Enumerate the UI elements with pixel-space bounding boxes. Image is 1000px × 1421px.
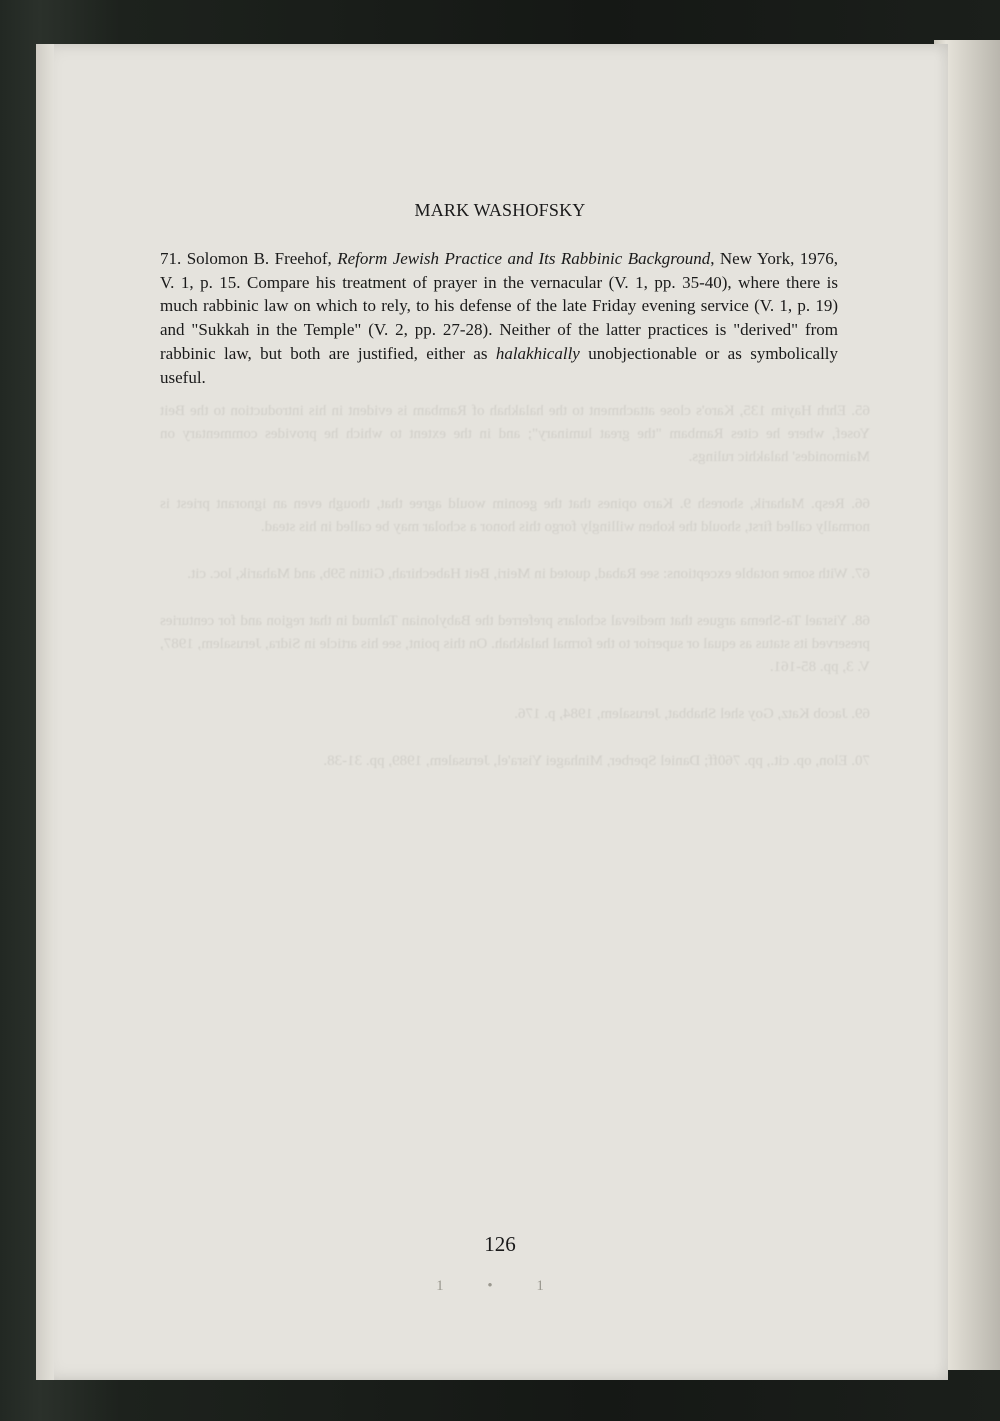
bleed-line: 69. Jacob Katz, Goy shel Shabbat, Jerusalem, 1984, p. 176. xyxy=(514,706,870,722)
bleed-line: 65. Ehrh Hayim 135, Karo's close attachment to the halakhah of Rambam is evident in his introduction to the Beit Yosef, where he cites Rambam "the great luminary"; and in the extent to which he provides commentary on Maimonides' halakhic rulings. xyxy=(160,403,870,465)
footnote-author: Solomon B. Freehof, xyxy=(186,249,332,268)
footnote-term: halakhically xyxy=(495,343,580,363)
footnote-text-part-a: , New York, 1976, V. 1, p. 15. Compare his treatment of prayer in the vernacular (V. 1, pp. 35-40), where there is much rabbinic law on which to rely, to his defense of the late Friday evening service (V. 1, p. 19) and "Sukkah in the Temple" (V. 2, pp. 27-28). Neither of the latter practices is "derived" from rabbinic law, but both are justified, either as xyxy=(160,249,839,363)
bleed-line: 68. Yisrael Ta-Shema argues that medieval scholars preferred the Babylonian Talmud in that region and for centuries preserved its status as equal or superior to the formal halakhah. On this point, see his article in Sidra, Jerusalem, 1987, V. 3, pp. 85-161. xyxy=(160,613,870,675)
footer-marks: 1 • 1 xyxy=(436,1278,564,1294)
footnote-book-title: Reform Jewish Practice and Its Rabbinic Background xyxy=(337,249,711,268)
book-page xyxy=(36,44,948,1380)
footnote-71 xyxy=(160,247,838,389)
running-head: MARK WASHOFSKY xyxy=(414,200,586,220)
bleed-line: 70. Elon, op. cit., pp. 760ff; Daniel Sperber, Minhagei Yisra'el, Jerusalem, 1989, pp. 31-38. xyxy=(323,753,870,769)
bleed-line: 67. With some notable exceptions: see Rabad, quoted in Meiri, Beit Habechirah, Gittin 59b, and Maharik, loc. cit. xyxy=(187,566,870,582)
footnote-text-part-b: unobjectionable or as symbolically useful. xyxy=(160,343,839,387)
bleed-line: 66. Resp. Maharik, shoresh 9. Karo opines that the geonim would agree that, though even an ignorant priest is normally called first, should the kohen willingly forgo this honor a scholar may be called in his stead. xyxy=(160,496,870,535)
page-number: 126 xyxy=(484,1232,516,1256)
footnote-number: 71. xyxy=(160,249,182,268)
